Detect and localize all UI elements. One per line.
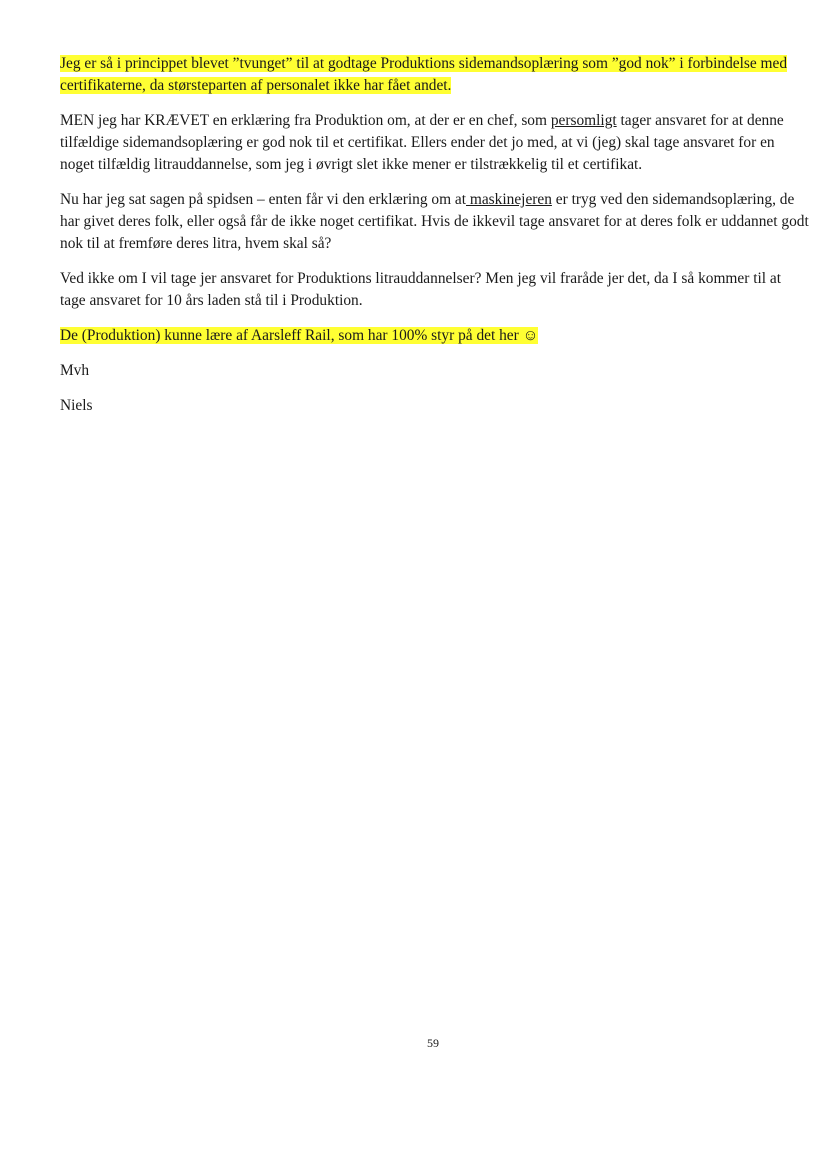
paragraph-3 — [60, 189, 810, 255]
signature-text: Niels — [60, 397, 93, 414]
page-number: 59 — [427, 1036, 439, 1050]
greeting-text: Mvh — [60, 362, 90, 379]
paragraph-text-start: Nu har jeg sat sagen på spidsen – enten får vi den erklæring om at — [60, 191, 467, 208]
paragraph-text-end: er tryg ved den sidemandsoplæring, de har givet deres folk, eller også får de ikke noget certifikat. Hvis de ikkevil tage ansvaret for at deres folk er uddannet godt nok til at fremføre deres litra, hvem skal så? — [60, 191, 809, 252]
underlined-word: maskinejeren — [466, 191, 552, 208]
paragraph-1 — [60, 53, 810, 97]
highlighted-text: De (Produktion) kunne lære af Aarsleff Rail, som har 100% styr på det her ☺ — [60, 327, 539, 344]
paragraph-text-end: tager ansvaret for at denne tilfældige sidemandsoplæring er god nok til et certifikat. Ellers ender det jo med, at vi (jeg) skal tage ansvaret for en noget tilfældig litrauddannelse, som jeg i øvrigt slet ikke mener er tilstrækkelig til et certifikat. — [60, 112, 784, 173]
letter-body — [60, 53, 810, 430]
highlighted-text: Jeg er så i princippet blevet ”tvunget” til at godtage Produktions sidemandsoplæring som ”god nok” i forbindelse med certifikaterne, da størsteparten af personalet ikke har fået andet. — [60, 55, 788, 94]
paragraph-4 — [60, 268, 810, 312]
paragraph-text-start: MEN jeg har KRÆVET en erklæring fra Produktion om, at der er en chef, som — [60, 112, 551, 129]
paragraph-text: Ved ikke om I vil tage jer ansvaret for Produktions litrauddannelser? Men jeg vil fraråde jer det, da I så kommer til at tage ansvaret for 10 års laden stå til i Produktion. — [60, 270, 781, 309]
paragraph-5 — [60, 325, 810, 347]
closing-greeting — [60, 360, 810, 382]
underlined-word: persomligt — [550, 112, 617, 129]
signature-name — [60, 395, 810, 417]
paragraph-2 — [60, 110, 810, 176]
